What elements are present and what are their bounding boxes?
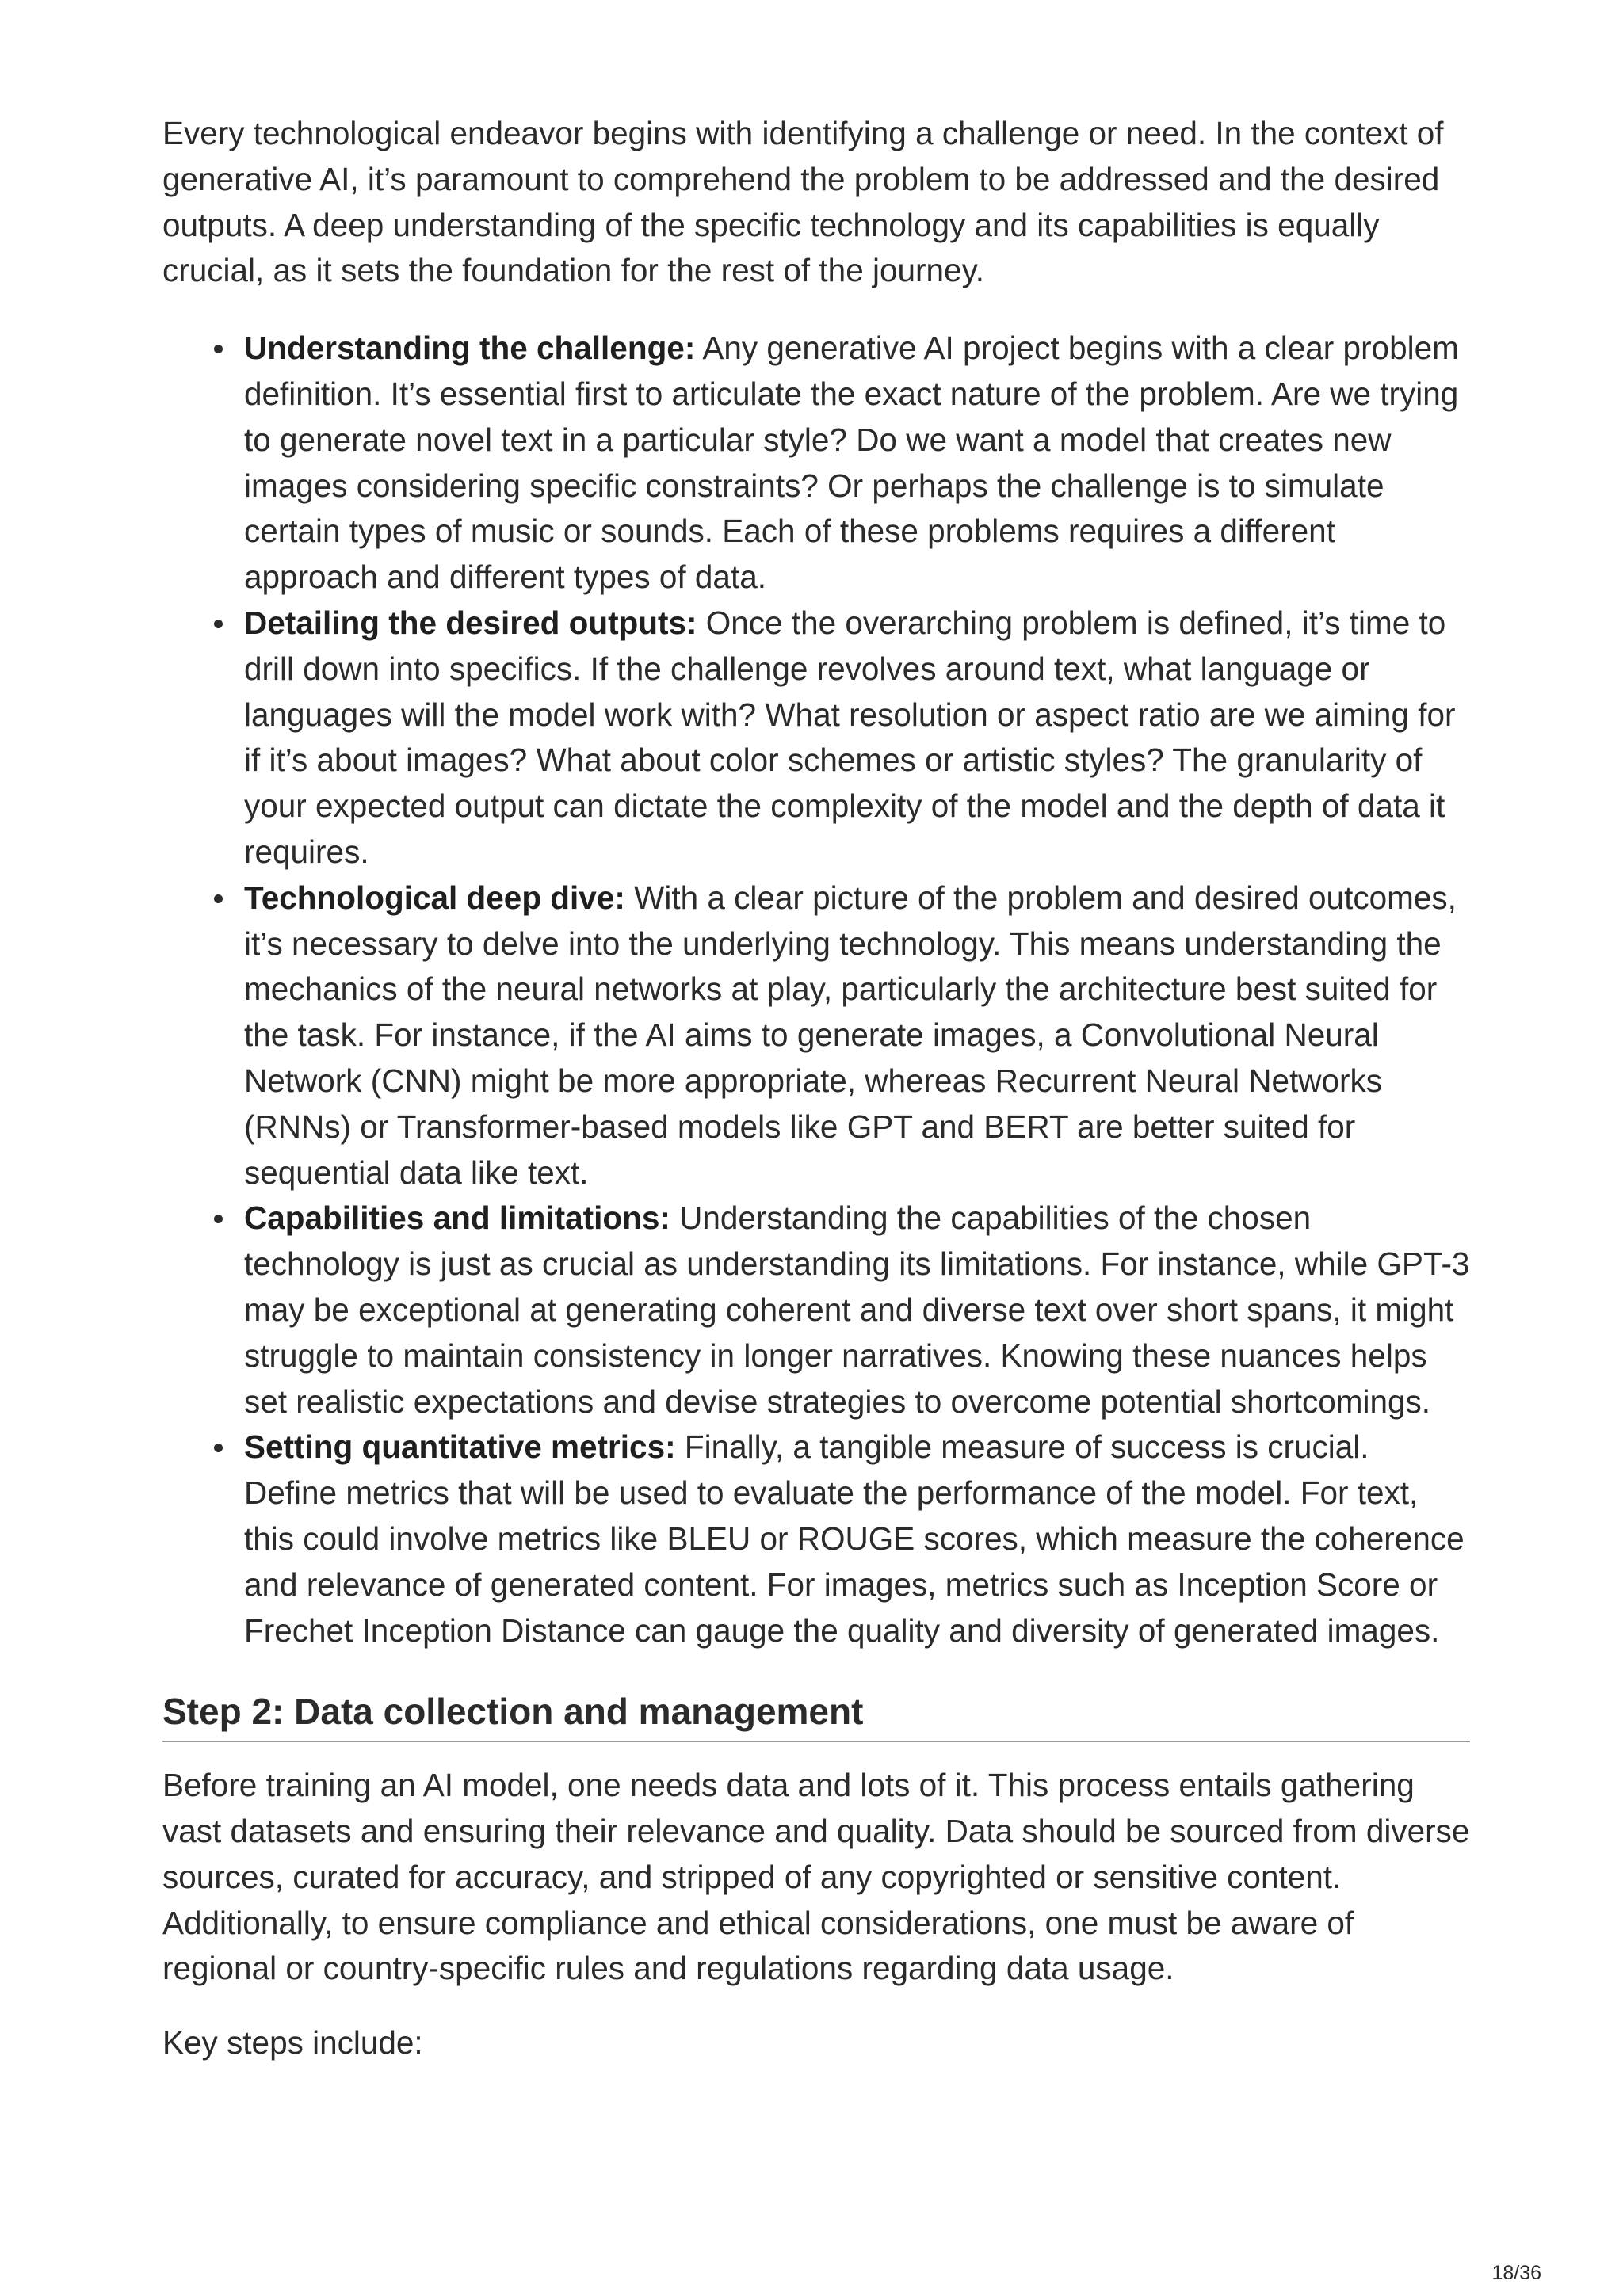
intro-paragraph: Every technological endeavor begins with identifying a challenge or need. In the context of generative AI, it’s paramount to comprehend the problem to be addressed and the desired outputs. A deep understanding of the specific technology and its capabilities is equally crucial, as it sets the foundation for the rest of the journey. <box>162 115 1444 289</box>
bullet-title: Understanding the challenge: <box>244 330 696 367</box>
bullet-text: With a clear picture of the problem and desired outcomes, it’s necessary to delve into the underlying technology. This means understanding the mechanics of the neural networks at play, particularly the architecture best suited for the task. For instance, if the AI aims to generate images, a Convolutional Neural Network (CNN) might be more appropriate, whereas Recurrent Neural Networks (RNNs) or Transformer-based models like GPT and BERT are better suited for sequential data like text. <box>244 879 1457 1191</box>
key-steps-label: Key steps include: <box>162 2024 423 2061</box>
document-page <box>162 111 1470 2066</box>
bullet-list <box>162 326 1470 1653</box>
list-item <box>244 601 1470 875</box>
bullet-title: Capabilities and limitations: <box>244 1199 670 1237</box>
page-number: 18/36 <box>1491 2262 1541 2284</box>
bullet-title: Detailing the desired outputs: <box>244 604 697 641</box>
list-item <box>244 326 1470 601</box>
bullet-title: Technological deep dive: <box>244 879 625 916</box>
bullet-text: Finally, a tangible measure of success is crucial. Define metrics that will be used to evaluate the performance of the model. For text, this could involve metrics like BLEU or ROUGE scores, which measure the coherence and relevance of generated content. For images, metrics such as Inception Score or Frechet Inception Distance can gauge the quality and diversity of generated images. <box>244 1428 1465 1649</box>
section-heading: Step 2: Data collection and management <box>162 1691 864 1733</box>
list-item <box>244 875 1470 1196</box>
section-paragraph: Before training an AI model, one needs data and lots of it. This process entails gathering vast datasets and ensuring their relevance and quality. Data should be sourced from diverse sources, curated for accuracy, and stripped of any copyrighted or sensitive content. Additionally, to ensure compliance and ethical considerations, one must be aware of regional or country-specific rules and regulations regarding data usage. <box>162 1767 1470 1987</box>
list-item <box>244 1425 1470 1653</box>
bullet-text: Once the overarching problem is defined, it’s time to drill down into specifics. If the challenge revolves around text, what language or languages will the model work with? What resolution or aspect ratio are we aiming for if it’s about images? What about color schemes or artistic styles? The granularity of your expected output can dictate the complexity of the model and the depth of data it requires. <box>244 604 1456 870</box>
bullet-title: Setting quantitative metrics: <box>244 1428 676 1466</box>
bullet-text: Any generative AI project begins with a clear problem definition. It’s essential first to articulate the exact nature of the problem. Are we trying to generate novel text in a particular style? Do we want a model that creates new images considering specific constraints? Or perhaps the challenge is to simulate certain types of music or sounds. Each of these problems requires a different approach and different types of data. <box>244 330 1459 596</box>
heading-divider <box>162 1741 1470 1742</box>
list-item <box>244 1196 1470 1425</box>
bullet-text: Understanding the capabilities of the chosen technology is just as crucial as understanding its limitations. For instance, while GPT-3 may be exceptional at generating coherent and diverse text over short spans, it might struggle to maintain consistency in longer narratives. Knowing these nuances helps set realistic expectations and devise strategies to overcome potential shortcomings. <box>244 1199 1470 1420</box>
